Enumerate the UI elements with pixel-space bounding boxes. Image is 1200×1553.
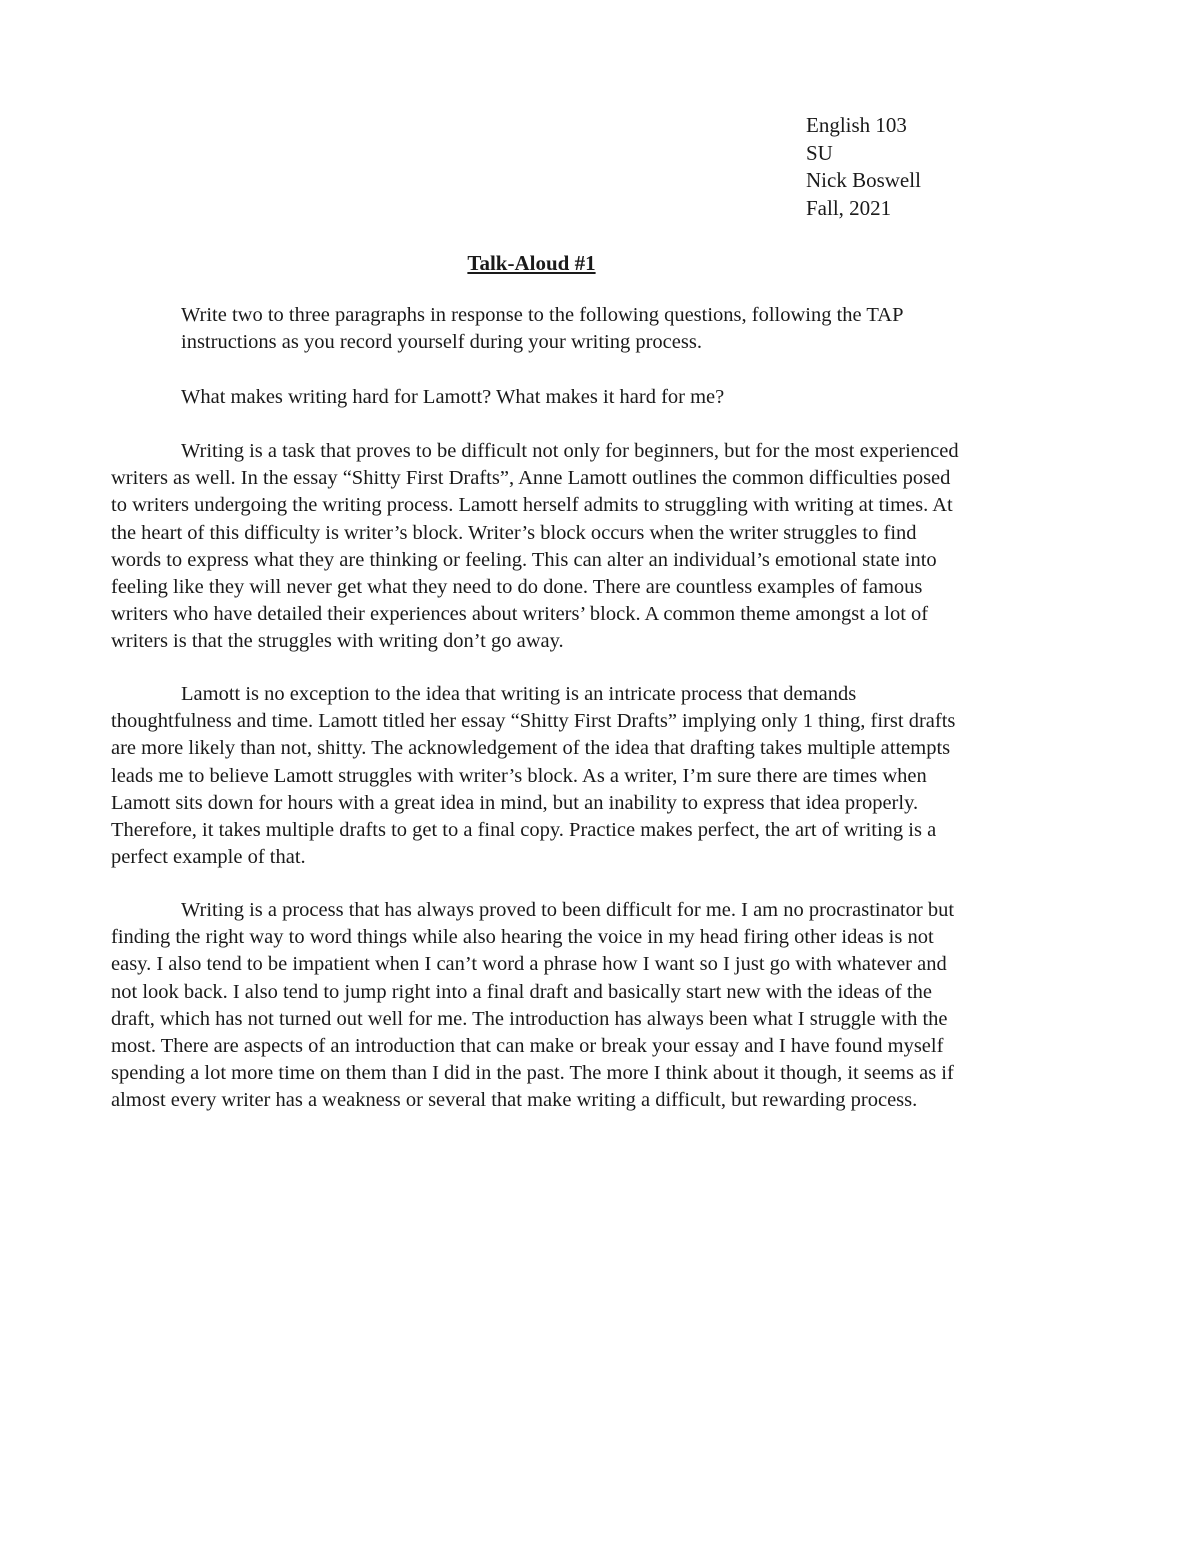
document-title: Talk-Aloud #1 bbox=[467, 251, 596, 275]
paragraph-line: the heart of this difficulty is writer’s block. Writer’s block occurs when the writer struggles to find bbox=[111, 521, 917, 544]
paragraph-line: writers who have detailed their experiences about writers’ block. A common theme amongst a lot of bbox=[111, 603, 929, 626]
paragraph-line: are more likely than not, shitty. The acknowledgement of the idea that drafting takes multiple attempts bbox=[111, 737, 951, 760]
paragraph-line: writers as well. In the essay “Shitty First Drafts”, Anne Lamott outlines the common difficulties posed bbox=[111, 467, 951, 490]
prompt-question: What makes writing hard for Lamott? What makes it hard for me? bbox=[181, 386, 725, 408]
paragraph-line: Lamott is no exception to the idea that writing is an intricate process that demands bbox=[181, 683, 857, 705]
paragraph-line: Lamott sits down for hours with a great idea in mind, but an inability to express that idea properly. bbox=[111, 791, 919, 814]
paragraph-line: draft, which has not turned out well for me. The introduction has always been what I struggle with the bbox=[111, 1007, 948, 1030]
paragraph-line: finding the right way to word things while also hearing the voice in my head firing other ideas is not bbox=[111, 926, 934, 949]
paragraph-3 bbox=[111, 897, 1086, 1115]
term: Fall, 2021 bbox=[806, 195, 892, 220]
paragraph-line: easy. I also tend to be impatient when I can’t word a phrase how I want so I just go with whatever and bbox=[111, 953, 947, 976]
paragraph-2 bbox=[111, 681, 1086, 871]
paragraph-line: words to express what they are thinking or feeling. This can alter an individual’s emotional state into bbox=[111, 548, 937, 571]
paragraph-line: Therefore, it takes multiple drafts to get to a final copy. Practice makes perfect, the art of writing is a bbox=[111, 819, 937, 842]
instruction-line: Write two to three paragraphs in response to the following questions, following the TAP bbox=[181, 304, 904, 326]
paragraph-line: Writing is a process that has always proved to been difficult for me. I am no procrastinator but bbox=[181, 899, 955, 921]
paragraph-line: perfect example of that. bbox=[111, 846, 306, 869]
school-name: SU bbox=[806, 140, 833, 165]
paragraph-line: writers is that the struggles with writing don’t go away. bbox=[111, 630, 564, 653]
paragraph-line: feeling like they will never get what they need to do done. There are countless examples of famous bbox=[111, 576, 923, 599]
paragraph-line: Writing is a task that proves to be difficult not only for beginners, but for the most experienced bbox=[181, 440, 959, 462]
paragraph-line: leads me to believe Lamott struggles with writer’s block. As a writer, I’m sure there are times when bbox=[111, 764, 927, 787]
paragraph-line: to writers undergoing the writing process. Lamott herself admits to struggling with writing at times. At bbox=[111, 494, 953, 517]
paragraph-line: not look back. I also tend to jump right into a final draft and basically start new with the ideas of the bbox=[111, 980, 932, 1003]
paragraph-1 bbox=[111, 438, 1086, 656]
paragraph-line: thoughtfulness and time. Lamott titled her essay “Shitty First Drafts” implying only 1 thing, first drafts bbox=[111, 710, 956, 733]
paragraph-line: almost every writer has a weakness or several that make writing a difficult, but rewarding process. bbox=[111, 1089, 918, 1112]
instructions bbox=[111, 302, 1086, 356]
course-name: English 103 bbox=[806, 113, 907, 137]
paragraph-line: spending a lot more time on them than I did in the past. The more I think about it though, it seems as if bbox=[111, 1062, 954, 1085]
author-name: Nick Boswell bbox=[806, 168, 921, 192]
header-block bbox=[806, 112, 921, 222]
instruction-line: instructions as you record yourself during your writing process. bbox=[181, 331, 702, 354]
paragraph-line: most. There are aspects of an introduction that can make or break your essay and I have found myself bbox=[111, 1035, 944, 1058]
